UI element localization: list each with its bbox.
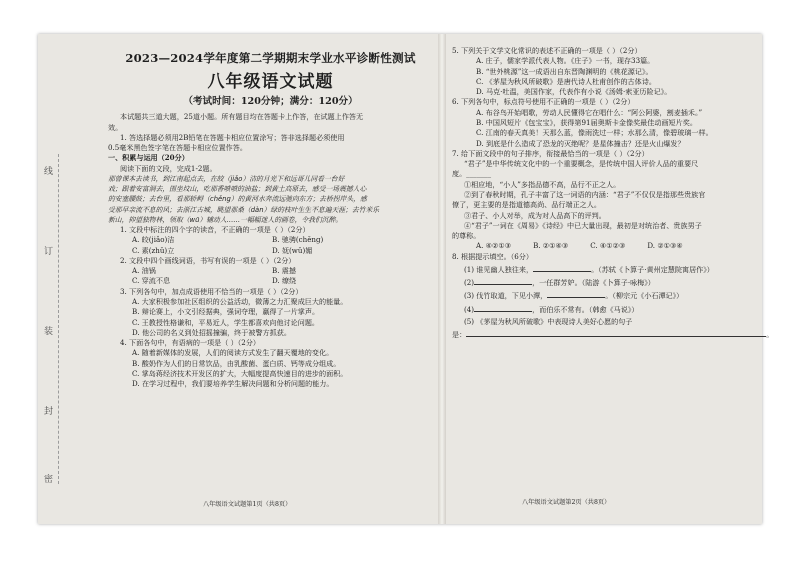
binding-mark-2: 订 (44, 247, 54, 257)
question-2: 2. 文段中四个画线词语，书写有误的一项是（ ）（2分） (120, 255, 296, 265)
q7-sentence: ①相应地，“小人”多指品德不高，品行不正之人。 (464, 179, 621, 189)
q7-sentence: 的尊称。 (452, 231, 481, 241)
fill-item-2 (452, 277, 752, 288)
fill-suffix: ，而伯乐不常有。（韩愈《马说》） (532, 304, 639, 314)
reading-passage (108, 174, 433, 225)
q7-sentence: ③君子、小人对举，成为对人品高下的评判。 (464, 210, 606, 220)
question-2-options-row2 (108, 276, 433, 286)
question-5: 5. 下列关于文学文化常识的表述不正确的一项是（ ）（2分） (452, 46, 642, 55)
page-footer-left: 八年级语文试题第1页（共8页） (203, 501, 292, 509)
option: B. 震撼 (272, 266, 296, 276)
fill-item-4 (452, 304, 752, 315)
option: C. 掌岛蒋经济技术开发区的扩大，大幅度提高快速目的进步的面积。 (132, 368, 348, 378)
question-1: 1. 文段中标注的四个字的读音，不正确的一项是（ ）（2分） (120, 224, 310, 234)
q7-sentence: ④“君子”一词在《周易》《诗经》中已大量出现，最初是对统治者、贵族男子 (464, 220, 702, 230)
option: B. “世外桃源”这一成语出自东晋陶渊明的《桃花源记》。 (476, 66, 653, 76)
fill-suffix: 。（苏轼《卜算子·黄州定慧院寓居作》） (591, 264, 714, 274)
binding-mark-5: 密 (44, 475, 54, 485)
binding-mark-4: 封 (44, 407, 54, 417)
option: D. 缭绕 (272, 276, 297, 286)
binding-mark-1: 线 (44, 167, 54, 177)
question-7-options (452, 241, 752, 251)
q7-passage-line: 度。_______ (452, 169, 492, 179)
option: D. 妩(wǔ)媚 (272, 245, 313, 255)
option: D. 马克·吐温，美国作家，代表作有小说《汤姆·索亚历险记》。 (476, 87, 672, 97)
fill-item-5: (5) 《茅屋为秋风所破歌》中表现诗人美好心愿的句子 (464, 317, 633, 327)
fill-prefix: 是： (452, 330, 467, 340)
option: C. 江南的春天真美！天那么蓝，像雨洗过一样；水那么清，像碧玻璃一样。 (476, 128, 713, 138)
question-3: 3. 下列各句中，加点成语使用不恰当的一项是（ ）（2分） (120, 286, 303, 296)
answer-blank[interactable] (466, 329, 616, 337)
question-1-options-row1 (108, 235, 433, 245)
passage-line: 新山，抑望独物林，领取（wū）辅动人……一幅幅迷人的画卷，令我们沉醉。 (108, 215, 343, 224)
question-8 (452, 251, 774, 341)
q7-passage-line: “君子”是中华传统文化中的一个重要概念，是传统中国人评价人品的重要尺 (464, 159, 699, 169)
option: A. 布谷鸟开始唱歌，劳动人民懂得它在唱什么：“阿公阿婆，割麦插禾。” (476, 107, 703, 117)
answer-blank[interactable] (474, 277, 532, 285)
page-fold (438, 34, 446, 524)
option: B. 驰骋(chěng) (272, 235, 324, 245)
binding-dashed-line (58, 154, 59, 484)
exam-title: 2023—2024学年度第二学期期末学业水平诊断性测试 (125, 51, 416, 65)
fill-item-3 (452, 290, 752, 301)
option: C. ④①②③ (590, 241, 626, 251)
option: A. 庄子，儒家学派代表人物。《庄子》一书，现存33篇。 (476, 56, 655, 66)
option: C. 素(zhǔ)立 (132, 245, 175, 255)
q7-sentence: ②到了春秋时期，孔子丰富了这一词语的内涵：“君子”不仅仅是指那些贵族官 (464, 189, 706, 199)
exam-paper (38, 34, 774, 524)
question-6: 6. 下列各句中，标点符号使用不正确的一项是（ ）（2分） (452, 97, 635, 107)
fill-prefix: (3) 伐竹取道，下见小潭， (464, 291, 548, 301)
fill-prefix: (4) (464, 304, 475, 314)
option: D. 他公司的名义到处招摇撞骗，终于被警方抓获。 (132, 327, 291, 337)
passage-line: 的安塞腰鼓；去台里，看那轿鲟（chěng）的黄河水奔流远驰向东方；去桥拐岸头，感 (108, 195, 367, 204)
option: A. 随着新媒体的发展，人们的阅读方式发生了翻天覆地的变化。 (132, 348, 334, 358)
option: A. 大家积极参加社区组织的公益活动，微薄之力汇聚成巨大的能量。 (132, 296, 348, 306)
answer-blank[interactable] (616, 329, 766, 337)
answer-blank[interactable] (547, 290, 605, 298)
option: C. 王教授性格谦和，平易近人，学生都喜欢向他讨论问题。 (132, 317, 320, 327)
passage-line: 戏；跟着安富洞去，围坐坟山，吃那香喷喷的油盐；到黄土高原去，感受一场震撼人心 (108, 185, 367, 194)
q7-sentence: 僚了，更主要的是指道德高尚、品行端正之人。 (452, 200, 601, 210)
reading-intro: 阅读下面的文段，完成1-2题。 (120, 163, 217, 173)
answer-blank[interactable] (474, 304, 532, 312)
option: D. 到底是什么造成了恐龙的灭绝呢？是星体撞击？还是火山爆发？ (476, 138, 685, 148)
passage-line: 受那早亲流不息的风；去浙江古城，眺望那桑（dàn）绿的枝叶生生不息遍天涯；去竹米乐 (108, 205, 380, 214)
left-page (108, 44, 433, 514)
fill-suffix: 。（柳宗元《小石潭记》） (605, 291, 684, 301)
answer-blank[interactable] (533, 264, 591, 272)
question-7: 7. 给下面文段中的句子排序，衔接最恰当的一项是（ ）（2分） (452, 148, 649, 158)
passage-line: 那曾课本去读书，到江南起点去，在皎（jiǎo）洁的月光下和远哥儿同看一台好 (108, 175, 345, 184)
exam-subject-title: 八年级语文试题 (207, 71, 334, 92)
option: D. ②①③④ (647, 241, 683, 251)
instruction-line: 本试题共三道大题，25道小题。所有题目均在答题卡上作答，在试题上作答无 (120, 112, 364, 122)
section-heading: 一、积累与运用（20分） (108, 153, 189, 163)
question-2-options-row1 (108, 266, 433, 276)
exam-info: （考试时间：120分钟；满分：120分） (183, 96, 358, 108)
option: B. ②①④③ (533, 241, 569, 251)
fill-suffix: 。 (766, 330, 774, 340)
instruction-line: 1. 答选择题必须用2B铅笔在答题卡相应位置涂写；答非选择题必须使用 (120, 132, 345, 142)
page-footer-right: 八年级语文试题第2页（共8页） (522, 499, 611, 507)
option: A. ④②①③ (476, 241, 512, 251)
fill-item-1 (452, 264, 752, 275)
option: C. 《茅屋为秋风所破歌》是唐代诗人杜甫创作的古体诗。 (476, 76, 656, 86)
fill-prefix: (2) (464, 278, 475, 288)
fill-item-5-answer (452, 329, 774, 340)
binding-mark-3: 装 (44, 327, 54, 337)
option: B. 辩论赛上，小文引经据典，强词夺理，赢得了一片掌声。 (132, 307, 320, 317)
instruction-line: 效。 (108, 122, 123, 132)
option: A. 皎(jiǎo)洁 (132, 235, 175, 245)
right-page (452, 46, 774, 512)
fill-suffix: ，一任群芳妒。（陆游《卜算子·咏梅》） (532, 278, 655, 288)
option: B. 中国风短片《包宝宝》，获得第91届奥斯卡金像奖最佳动画短片奖。 (476, 117, 697, 127)
question-8-stem: 8. 根据提示填空。（6分） (452, 251, 533, 261)
option: B. 酸奶作为人们的日常饮品，由乳酸菌、蛋白质、钙等成分组成。 (132, 358, 341, 368)
option: A. 油锅 (132, 266, 156, 276)
question-1-options-row2 (108, 246, 433, 256)
binding-margin (44, 154, 68, 484)
option: C. 穿流不息 (132, 276, 171, 286)
fill-prefix: (1) 谁见幽人独往来， (464, 264, 534, 274)
question-4: 4. 下面各句中，有语病的一项是（ ）（2分） (120, 338, 260, 348)
instruction-line: 0.5毫米黑色签字笔在答题卡相应位置作答。 (108, 143, 247, 153)
option: D. 在学习过程中，我们要培养学生解决问题和分析问题的能力。 (132, 379, 334, 389)
